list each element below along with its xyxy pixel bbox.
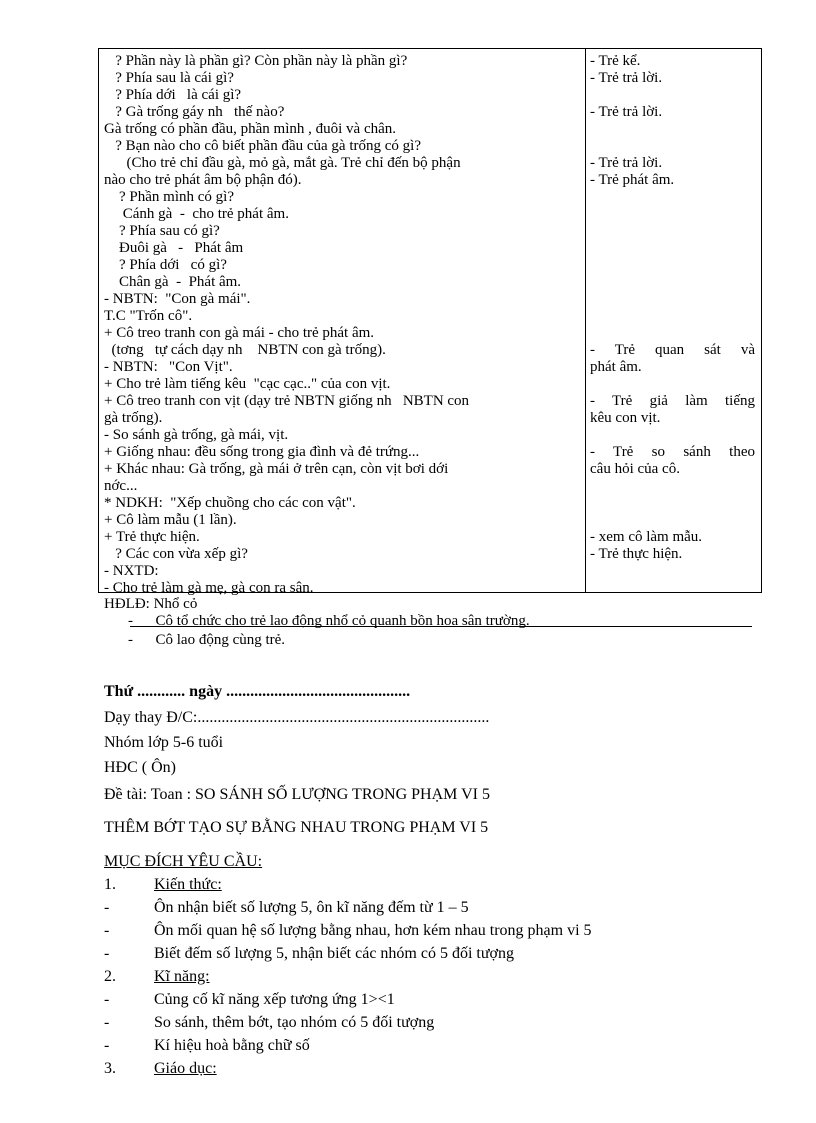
list-marker: 1.: [104, 876, 116, 893]
table-line: * NDKH: "Xếp chuồng cho các con vật".: [104, 495, 356, 511]
list-heading: Kĩ năng:: [154, 968, 210, 985]
table-response: - Trẻ trả lời.: [590, 104, 663, 120]
table-response: phát âm.: [590, 359, 642, 375]
table-line: - Cho trẻ làm gà mẹ, gà con ra sân.: [104, 580, 314, 596]
list-item: Củng cố kĩ năng xếp tương ứng 1><1: [154, 991, 395, 1008]
table-line: Chân gà - Phát âm.: [104, 274, 242, 290]
list-marker: -: [104, 991, 110, 1008]
table-line: (Cho trẻ chỉ đầu gà, mỏ gà, mắt gà. Trẻ chỉ đến bộ phận: [104, 155, 461, 171]
table-line: + Cô treo tranh con gà mái - cho trẻ phát âm.: [104, 325, 375, 341]
table-line: ? Phần mình có gì?: [104, 189, 234, 205]
table-line: ? Phía sau có gì?: [104, 223, 220, 239]
hdld-heading: HĐLĐ: Nhổ cỏ: [104, 596, 198, 612]
date-line: Thứ ............ ngày ..............................................: [104, 683, 411, 700]
class-group: Nhóm lớp 5-6 tuổi: [104, 734, 224, 751]
lesson-topic: Đề tài: Toan : SO SÁNH SỐ LƯỢNG TRONG PHẠM VI 5: [104, 786, 490, 803]
table-response: - Trẻ kể.: [590, 53, 641, 69]
activity-table: [98, 48, 762, 596]
table-line: (tơng tự cách dạy nh NBTN con gà trống).: [104, 342, 386, 358]
list-marker: -: [104, 945, 110, 962]
table-line: gà trống).: [104, 410, 163, 426]
list-heading: Kiến thức:: [154, 876, 222, 893]
table-response: - xem cô làm mẫu.: [590, 529, 703, 545]
hdld-item: - Cô lao động cùng trẻ.: [128, 632, 286, 648]
table-response: kêu con vịt.: [590, 410, 661, 426]
table-response: - Trẻ giả làm tiếng: [590, 393, 755, 409]
table-line: ? Bạn nào cho cô biết phần đầu của gà trống có gì?: [104, 138, 421, 154]
table-line: Đuôi gà - Phát âm: [104, 240, 244, 256]
table-line: + Giống nhau: đều sống trong gia đình và đẻ trứng...: [104, 444, 420, 460]
table-response: - Trẻ quan sát và: [590, 342, 755, 358]
table-line: ? Phía sau là cái gì?: [104, 70, 234, 86]
table-line: + Cô treo tranh con vịt (dạy trẻ NBTN giống nh NBTN con: [104, 393, 470, 409]
table-line: + Cô làm mẫu (1 lần).: [104, 512, 237, 528]
list-heading: Giáo dục:: [154, 1060, 217, 1077]
table-response: - Trẻ trả lời.: [590, 70, 663, 86]
table-line: Gà trống có phần đầu, phần mình , đuôi và chân.: [104, 121, 397, 137]
table-line: Cánh gà - cho trẻ phát âm.: [104, 206, 289, 222]
table-line: + Trẻ thực hiện.: [104, 529, 200, 545]
table-column-divider: [585, 49, 586, 592]
table-line: nớc...: [104, 478, 138, 494]
divider-line: [130, 626, 752, 627]
list-item: Ôn nhận biết số lượng 5, ôn kĩ năng đếm từ 1 – 5: [154, 899, 469, 916]
table-line: ? Các con vừa xếp gì?: [104, 546, 248, 562]
table-line: ? Phía dới có gì?: [104, 257, 227, 273]
list-marker: -: [104, 1037, 110, 1054]
table-line: + Khác nhau: Gà trống, gà mái ở trên cạn, còn vịt bơi dới: [104, 461, 449, 477]
table-line: - So sánh gà trống, gà mái, vịt.: [104, 427, 289, 443]
list-item: Ôn mối quan hệ số lượng bằng nhau, hơn kém nhau trong phạm vi 5: [154, 922, 592, 939]
table-line: nào cho trẻ phát âm bộ phận đó).: [104, 172, 302, 188]
hdld-item: - Cô tổ chức cho trẻ lao động nhổ cỏ quanh bồn hoa sân trường.: [128, 613, 530, 629]
list-item: Biết đếm số lượng 5, nhận biết các nhóm có 5 đối tượng: [154, 945, 514, 962]
table-line: - NXTD:: [104, 563, 159, 579]
list-item: So sánh, thêm bớt, tạo nhóm có 5 đối tượng: [154, 1014, 435, 1031]
table-line: T.C "Trốn cô".: [104, 308, 193, 324]
table-response: câu hỏi của cô.: [590, 461, 680, 477]
list-marker: -: [104, 899, 110, 916]
table-response: - Trẻ phát âm.: [590, 172, 675, 188]
table-line: ? Gà trống gáy nh thế nào?: [104, 104, 285, 120]
substitute-teacher-line: Dạy thay Đ/C:.........................................................................: [104, 709, 490, 726]
table-line: ? Phía dới là cái gì?: [104, 87, 242, 103]
table-line: + Cho trẻ làm tiếng kêu "cạc cạc.." của con vịt.: [104, 376, 391, 392]
list-marker: 2.: [104, 968, 116, 985]
lesson-subtitle: THÊM BỚT TẠO SỰ BẰNG NHAU TRONG PHẠM VI 5: [104, 819, 489, 836]
table-response: - Trẻ trả lời.: [590, 155, 663, 171]
table-line: - NBTN: "Con Vịt".: [104, 359, 233, 375]
table-line: - NBTN: "Con gà mái".: [104, 291, 251, 307]
activity-type: HĐC ( Ôn): [104, 759, 176, 776]
table-response: - Trẻ thực hiện.: [590, 546, 683, 562]
list-item: Kí hiệu hoà bằng chữ số: [154, 1037, 310, 1054]
list-marker: -: [104, 1014, 110, 1031]
list-marker: -: [104, 922, 110, 939]
list-marker: 3.: [104, 1060, 116, 1077]
objectives-heading: MỤC ĐÍCH YÊU CẦU:: [104, 853, 263, 870]
table-response: - Trẻ so sánh theo: [590, 444, 755, 460]
table-line: ? Phần này là phần gì? Còn phần này là phần gì?: [104, 53, 408, 69]
